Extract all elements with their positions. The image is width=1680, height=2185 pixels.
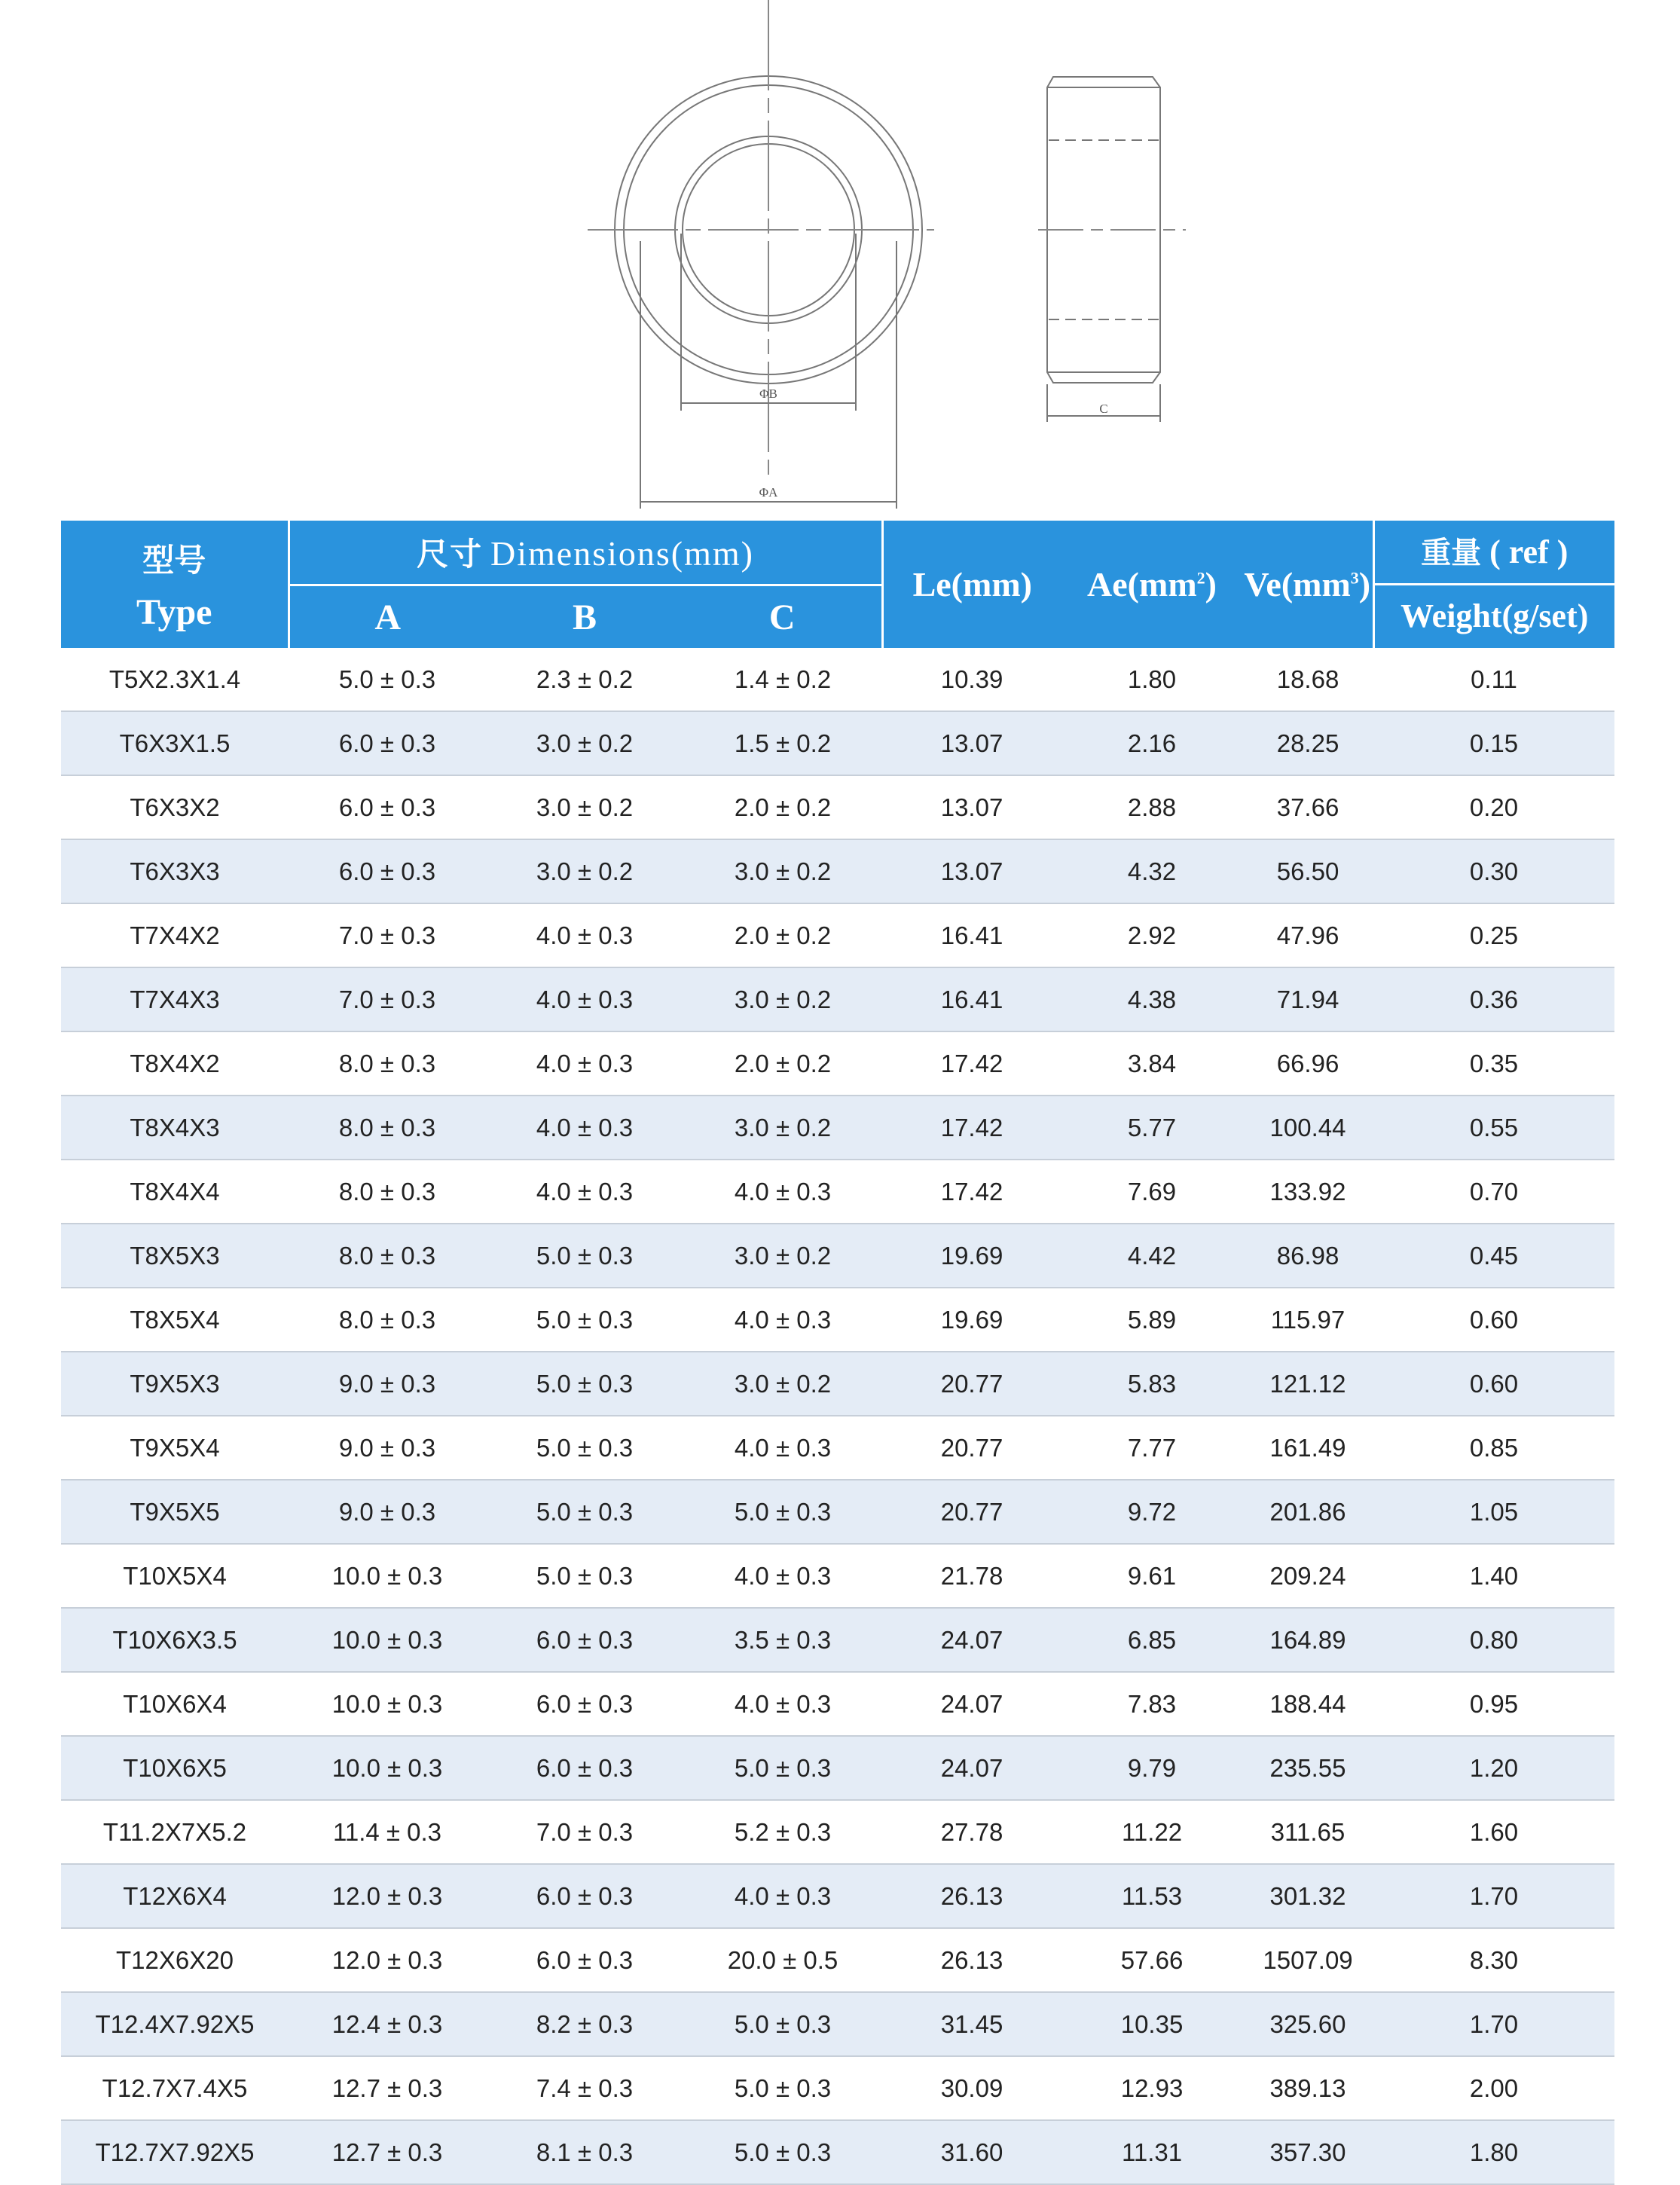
cell-b: 5.0 ± 0.3 (486, 1288, 683, 1352)
cell-type: T10X5X4 (61, 1544, 289, 1608)
cell-b: 6.0 ± 0.3 (486, 1736, 683, 1800)
cell-le: 24.07 (882, 1672, 1061, 1736)
cell-a: 12.0 ± 0.3 (289, 1928, 486, 1992)
table-row (61, 1544, 1614, 1608)
cell-weight: 0.20 (1373, 775, 1614, 839)
cell-b: 5.0 ± 0.3 (486, 1352, 683, 1416)
header-weight-cn: 重量 (1421, 536, 1482, 570)
cell-a: 10.0 ± 0.3 (289, 1608, 486, 1672)
cell-type: T6X3X2 (61, 775, 289, 839)
cell-b: 3.0 ± 0.2 (486, 839, 683, 903)
cell-b: 5.0 ± 0.3 (486, 1480, 683, 1544)
cell-c: 3.0 ± 0.2 (683, 1096, 882, 1160)
cell-c: 5.0 ± 0.3 (683, 1480, 882, 1544)
cell-b: 4.0 ± 0.3 (486, 1096, 683, 1160)
cell-ve: 66.96 (1242, 1031, 1373, 1096)
table-row (61, 1352, 1614, 1416)
cell-ve: 37.66 (1242, 775, 1373, 839)
cell-b: 6.0 ± 0.3 (486, 1672, 683, 1736)
cell-a: 8.0 ± 0.3 (289, 1224, 486, 1288)
header-weight-top (1375, 521, 1615, 585)
cell-type: T7X4X3 (61, 967, 289, 1031)
cell-c: 5.0 ± 0.3 (683, 2056, 882, 2120)
header-ae (1061, 521, 1242, 648)
cell-weight: 0.95 (1373, 1672, 1614, 1736)
cell-le: 17.42 (882, 1031, 1061, 1096)
side-view (1038, 77, 1186, 422)
cell-type: T12.4X7.92X5 (61, 1992, 289, 2056)
header-ae-label: Ae(mm (1087, 565, 1197, 604)
cell-le: 31.60 (882, 2120, 1061, 2184)
cell-c: 2.0 ± 0.2 (683, 1031, 882, 1096)
cell-a: 8.0 ± 0.3 (289, 1160, 486, 1224)
cell-a: 10.0 ± 0.3 (289, 1736, 486, 1800)
cell-ae: 12.93 (1061, 2056, 1242, 2120)
cell-weight: 8.30 (1373, 1928, 1614, 1992)
cell-weight: 1.20 (1373, 1736, 1614, 1800)
table-row (61, 1736, 1614, 1800)
table-body (61, 648, 1614, 2184)
cell-le: 24.07 (882, 1736, 1061, 1800)
header-type-cn: 型号 (142, 542, 206, 579)
table-row (61, 2120, 1614, 2184)
table-row (61, 1800, 1614, 1864)
cell-type: T11.2X7X5.2 (61, 1800, 289, 1864)
cell-weight: 1.80 (1373, 2120, 1614, 2184)
cell-type: T12X6X20 (61, 1928, 289, 1992)
cell-weight: 0.36 (1373, 967, 1614, 1031)
table-row (61, 1288, 1614, 1352)
cell-weight: 1.40 (1373, 1544, 1614, 1608)
cell-c: 5.0 ± 0.3 (683, 1736, 882, 1800)
cell-le: 19.69 (882, 1224, 1061, 1288)
table-row (61, 1672, 1614, 1736)
header-col-a: A (289, 585, 486, 649)
table-header (61, 521, 1614, 648)
cell-ae: 7.77 (1061, 1416, 1242, 1480)
header-type-en: Type (136, 592, 212, 632)
cell-a: 7.0 ± 0.3 (289, 967, 486, 1031)
cell-b: 3.0 ± 0.2 (486, 711, 683, 775)
cell-a: 5.0 ± 0.3 (289, 648, 486, 711)
cell-ve: 389.13 (1242, 2056, 1373, 2120)
cell-c: 1.5 ± 0.2 (683, 711, 882, 775)
cell-ve: 188.44 (1242, 1672, 1373, 1736)
cell-le: 20.77 (882, 1416, 1061, 1480)
cell-le: 21.78 (882, 1544, 1061, 1608)
front-view (588, 0, 934, 509)
cell-ae: 5.89 (1061, 1288, 1242, 1352)
cell-ve: 209.24 (1242, 1544, 1373, 1608)
cell-ve: 201.86 (1242, 1480, 1373, 1544)
cell-c: 4.0 ± 0.3 (683, 1160, 882, 1224)
table-row (61, 903, 1614, 967)
header-dims-en: Dimensions(mm) (490, 534, 754, 573)
cell-ae: 2.16 (1061, 711, 1242, 775)
cell-type: T8X5X3 (61, 1224, 289, 1288)
cell-c: 2.0 ± 0.2 (683, 903, 882, 967)
table-row (61, 1160, 1614, 1224)
cell-ae: 2.92 (1061, 903, 1242, 967)
cell-a: 10.0 ± 0.3 (289, 1544, 486, 1608)
cell-weight: 0.80 (1373, 1608, 1614, 1672)
cell-type: T6X3X1.5 (61, 711, 289, 775)
cell-ae: 7.83 (1061, 1672, 1242, 1736)
header-weight (1373, 521, 1614, 648)
cell-a: 9.0 ± 0.3 (289, 1352, 486, 1416)
cell-ae: 3.84 (1061, 1031, 1242, 1096)
table-row (61, 1031, 1614, 1096)
header-ve-close: ) (1358, 565, 1371, 604)
cell-a: 11.4 ± 0.3 (289, 1800, 486, 1864)
table-row (61, 967, 1614, 1031)
cell-weight: 1.70 (1373, 1864, 1614, 1928)
cell-ve: 28.25 (1242, 711, 1373, 775)
cell-b: 4.0 ± 0.3 (486, 903, 683, 967)
cell-weight: 0.15 (1373, 711, 1614, 775)
cell-weight: 0.55 (1373, 1096, 1614, 1160)
cell-b: 6.0 ± 0.3 (486, 1864, 683, 1928)
cell-ve: 1507.09 (1242, 1928, 1373, 1992)
cell-type: T10X6X5 (61, 1736, 289, 1800)
cell-ae: 9.72 (1061, 1480, 1242, 1544)
cell-ve: 56.50 (1242, 839, 1373, 903)
table-row (61, 1096, 1614, 1160)
cell-c: 20.0 ± 0.5 (683, 1928, 882, 1992)
cell-ae: 4.38 (1061, 967, 1242, 1031)
cell-type: T12X6X4 (61, 1864, 289, 1928)
table-row (61, 1224, 1614, 1288)
cell-weight: 0.85 (1373, 1416, 1614, 1480)
cell-ae: 9.61 (1061, 1544, 1242, 1608)
cell-c: 3.5 ± 0.3 (683, 1608, 882, 1672)
table-row (61, 1416, 1614, 1480)
cell-type: T8X4X3 (61, 1096, 289, 1160)
table-row (61, 1864, 1614, 1928)
table-row (61, 775, 1614, 839)
cell-ve: 164.89 (1242, 1608, 1373, 1672)
cell-a: 8.0 ± 0.3 (289, 1288, 486, 1352)
table-row (61, 2056, 1614, 2120)
cell-ae: 5.77 (1061, 1096, 1242, 1160)
cell-ae: 4.42 (1061, 1224, 1242, 1288)
cell-ve: 71.94 (1242, 967, 1373, 1031)
table-row (61, 1608, 1614, 1672)
cell-ae: 10.35 (1061, 1992, 1242, 2056)
cell-weight: 0.25 (1373, 903, 1614, 967)
cell-a: 9.0 ± 0.3 (289, 1480, 486, 1544)
cell-weight: 0.35 (1373, 1031, 1614, 1096)
dim-c-label: C (1099, 402, 1108, 416)
cell-ve: 115.97 (1242, 1288, 1373, 1352)
header-le (882, 521, 1061, 648)
cell-a: 12.7 ± 0.3 (289, 2120, 486, 2184)
cell-ve: 47.96 (1242, 903, 1373, 967)
cell-ae: 4.32 (1061, 839, 1242, 903)
cell-c: 3.0 ± 0.2 (683, 1352, 882, 1416)
cell-a: 7.0 ± 0.3 (289, 903, 486, 967)
cell-c: 2.0 ± 0.2 (683, 775, 882, 839)
cell-ae: 11.53 (1061, 1864, 1242, 1928)
cell-le: 24.07 (882, 1608, 1061, 1672)
table-row (61, 1992, 1614, 2056)
cell-type: T8X4X4 (61, 1160, 289, 1224)
cell-a: 12.0 ± 0.3 (289, 1864, 486, 1928)
cell-ae: 11.31 (1061, 2120, 1242, 2184)
cell-weight: 0.45 (1373, 1224, 1614, 1288)
cell-ve: 325.60 (1242, 1992, 1373, 2056)
header-col-c: C (683, 585, 882, 649)
cell-b: 6.0 ± 0.3 (486, 1608, 683, 1672)
header-ve-sup: 3 (1350, 568, 1359, 588)
cell-c: 4.0 ± 0.3 (683, 1416, 882, 1480)
cell-c: 5.0 ± 0.3 (683, 2120, 882, 2184)
cell-b: 5.0 ± 0.3 (486, 1224, 683, 1288)
cell-type: T6X3X3 (61, 839, 289, 903)
cell-b: 2.3 ± 0.2 (486, 648, 683, 711)
cell-weight: 0.70 (1373, 1160, 1614, 1224)
cell-ve: 18.68 (1242, 648, 1373, 711)
cell-weight: 0.30 (1373, 839, 1614, 903)
cell-ve: 133.92 (1242, 1160, 1373, 1224)
cell-a: 6.0 ± 0.3 (289, 711, 486, 775)
cell-weight: 0.60 (1373, 1288, 1614, 1352)
cell-ve: 86.98 (1242, 1224, 1373, 1288)
cell-type: T8X5X4 (61, 1288, 289, 1352)
table-row (61, 1480, 1614, 1544)
cell-c: 3.0 ± 0.2 (683, 1224, 882, 1288)
cell-le: 27.78 (882, 1800, 1061, 1864)
table-row (61, 711, 1614, 775)
cell-le: 30.09 (882, 2056, 1061, 2120)
cell-ae: 57.66 (1061, 1928, 1242, 1992)
cell-le: 26.13 (882, 1928, 1061, 1992)
cell-type: T5X2.3X1.4 (61, 648, 289, 711)
cell-le: 13.07 (882, 775, 1061, 839)
cell-c: 4.0 ± 0.3 (683, 1672, 882, 1736)
cell-c: 3.0 ± 0.2 (683, 839, 882, 903)
cell-ve: 121.12 (1242, 1352, 1373, 1416)
cell-b: 4.0 ± 0.3 (486, 967, 683, 1031)
cell-c: 5.2 ± 0.3 (683, 1800, 882, 1864)
cell-le: 16.41 (882, 967, 1061, 1031)
cell-type: T10X6X4 (61, 1672, 289, 1736)
header-type (61, 521, 289, 648)
cell-type: T9X5X3 (61, 1352, 289, 1416)
cell-le: 13.07 (882, 711, 1061, 775)
spec-table (61, 521, 1614, 2185)
table-row (61, 839, 1614, 903)
cell-type: T8X4X2 (61, 1031, 289, 1096)
cell-a: 12.4 ± 0.3 (289, 1992, 486, 2056)
header-ve (1242, 521, 1373, 648)
header-ae-close: ) (1205, 565, 1217, 604)
cell-a: 12.7 ± 0.3 (289, 2056, 486, 2120)
cell-ve: 235.55 (1242, 1736, 1373, 1800)
cell-a: 6.0 ± 0.3 (289, 775, 486, 839)
cell-b: 8.1 ± 0.3 (486, 2120, 683, 2184)
cell-le: 16.41 (882, 903, 1061, 967)
cell-weight: 1.05 (1373, 1480, 1614, 1544)
cell-le: 19.69 (882, 1288, 1061, 1352)
cell-ae: 5.83 (1061, 1352, 1242, 1416)
cell-c: 1.4 ± 0.2 (683, 648, 882, 711)
cell-ve: 161.49 (1242, 1416, 1373, 1480)
cell-b: 8.2 ± 0.3 (486, 1992, 683, 2056)
cell-le: 17.42 (882, 1096, 1061, 1160)
cell-b: 4.0 ± 0.3 (486, 1031, 683, 1096)
cell-a: 8.0 ± 0.3 (289, 1031, 486, 1096)
cell-le: 10.39 (882, 648, 1061, 711)
cell-b: 7.0 ± 0.3 (486, 1800, 683, 1864)
cell-le: 31.45 (882, 1992, 1061, 2056)
cell-type: T12.7X7.4X5 (61, 2056, 289, 2120)
cell-a: 9.0 ± 0.3 (289, 1416, 486, 1480)
table-row (61, 648, 1614, 711)
cell-le: 20.77 (882, 1352, 1061, 1416)
header-weight-en: Weight(g/set) (1401, 597, 1589, 634)
cell-ve: 357.30 (1242, 2120, 1373, 2184)
cell-type: T9X5X5 (61, 1480, 289, 1544)
cell-c: 5.0 ± 0.3 (683, 1992, 882, 2056)
cell-ae: 7.69 (1061, 1160, 1242, 1224)
cell-ae: 1.80 (1061, 648, 1242, 711)
cell-ve: 311.65 (1242, 1800, 1373, 1864)
cell-c: 4.0 ± 0.3 (683, 1544, 882, 1608)
table-row (61, 1928, 1614, 1992)
header-dimensions (289, 521, 882, 585)
header-weight-ref: ( ref ) (1489, 533, 1569, 570)
cell-b: 4.0 ± 0.3 (486, 1160, 683, 1224)
cell-le: 20.77 (882, 1480, 1061, 1544)
cell-b: 7.4 ± 0.3 (486, 2056, 683, 2120)
cell-weight: 0.60 (1373, 1352, 1614, 1416)
cell-type: T12.7X7.92X5 (61, 2120, 289, 2184)
cell-weight: 2.00 (1373, 2056, 1614, 2120)
header-le-label: Le(mm) (912, 565, 1032, 604)
cell-ae: 6.85 (1061, 1608, 1242, 1672)
header-col-b: B (486, 585, 683, 649)
cell-c: 4.0 ± 0.3 (683, 1864, 882, 1928)
cell-ae: 2.88 (1061, 775, 1242, 839)
cell-weight: 1.70 (1373, 1992, 1614, 2056)
cell-ae: 11.22 (1061, 1800, 1242, 1864)
cell-type: T7X4X2 (61, 903, 289, 967)
dim-a-label: ΦA (759, 485, 778, 500)
cell-ae: 9.79 (1061, 1736, 1242, 1800)
cell-ve: 301.32 (1242, 1864, 1373, 1928)
cell-ve: 100.44 (1242, 1096, 1373, 1160)
cell-type: T10X6X3.5 (61, 1608, 289, 1672)
header-dims-cn: 尺寸 (417, 536, 484, 573)
cell-le: 26.13 (882, 1864, 1061, 1928)
cell-a: 10.0 ± 0.3 (289, 1672, 486, 1736)
cell-b: 5.0 ± 0.3 (486, 1416, 683, 1480)
cell-b: 5.0 ± 0.3 (486, 1544, 683, 1608)
toroid-drawing (0, 0, 1680, 520)
cell-a: 6.0 ± 0.3 (289, 839, 486, 903)
dim-b-label: ΦB (759, 387, 777, 401)
cell-c: 3.0 ± 0.2 (683, 967, 882, 1031)
cell-le: 17.42 (882, 1160, 1061, 1224)
cell-a: 8.0 ± 0.3 (289, 1096, 486, 1160)
cell-le: 13.07 (882, 839, 1061, 903)
cell-type: T9X5X4 (61, 1416, 289, 1480)
header-ve-label: Ve(mm (1244, 565, 1351, 604)
cell-weight: 0.11 (1373, 648, 1614, 711)
header-ae-sup: 2 (1196, 568, 1205, 588)
cell-b: 6.0 ± 0.3 (486, 1928, 683, 1992)
header-dimensions-title (417, 534, 754, 573)
cell-weight: 1.60 (1373, 1800, 1614, 1864)
cell-c: 4.0 ± 0.3 (683, 1288, 882, 1352)
cell-b: 3.0 ± 0.2 (486, 775, 683, 839)
